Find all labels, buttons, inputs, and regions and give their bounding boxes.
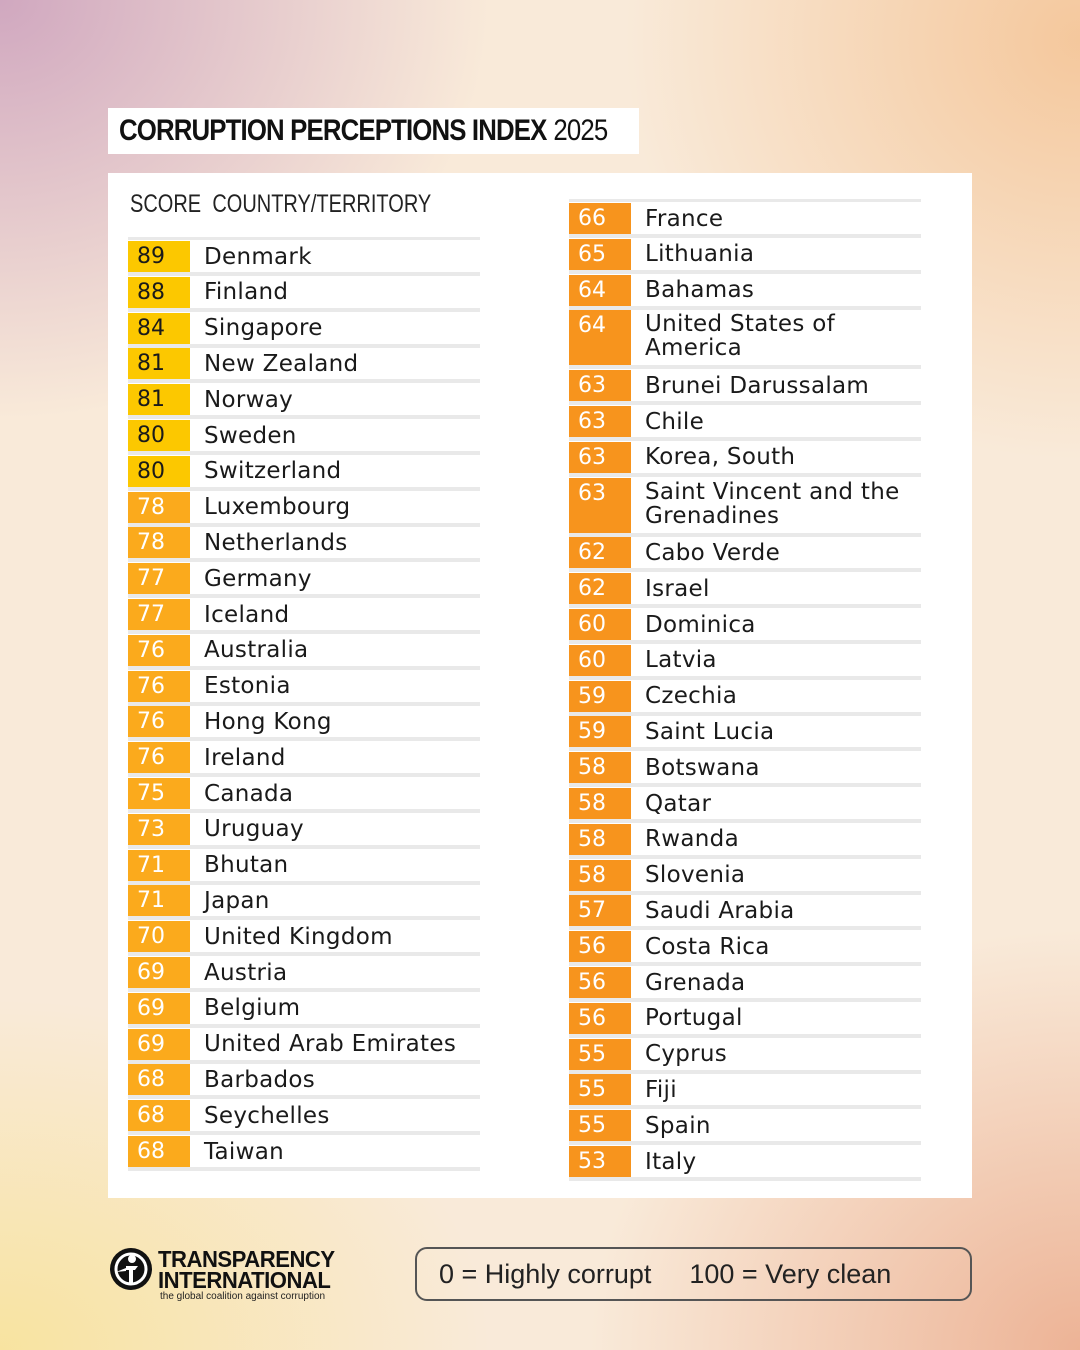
table-row bbox=[569, 895, 921, 926]
table-row bbox=[128, 277, 480, 308]
country-cell: United States of America bbox=[645, 311, 836, 362]
country-cell: Sweden bbox=[204, 422, 297, 449]
score-cell: 59 bbox=[569, 681, 631, 712]
score-cell: 81 bbox=[128, 384, 190, 415]
table-row bbox=[569, 478, 921, 533]
table-row bbox=[569, 442, 921, 473]
table-row bbox=[569, 1039, 921, 1070]
score-cell: 76 bbox=[128, 671, 190, 702]
country-cell: New Zealand bbox=[204, 350, 359, 377]
score-cell: 71 bbox=[128, 885, 190, 916]
country-cell: Australia bbox=[204, 637, 309, 664]
ti-logo bbox=[108, 1246, 358, 1306]
country-cell: Fiji bbox=[645, 1076, 677, 1103]
country-cell: Saudi Arabia bbox=[645, 897, 795, 924]
country-cell: Qatar bbox=[645, 790, 712, 817]
country-cell: Czechia bbox=[645, 683, 738, 710]
table-row bbox=[569, 239, 921, 270]
table-row bbox=[569, 203, 921, 234]
country-cell: Saint Lucia bbox=[645, 718, 775, 745]
country-cell: Taiwan bbox=[204, 1138, 285, 1165]
score-cell: 57 bbox=[569, 895, 631, 926]
country-cell: Chile bbox=[645, 408, 705, 435]
score-cell: 55 bbox=[569, 1039, 631, 1070]
table-row bbox=[569, 573, 921, 604]
score-cell: 60 bbox=[569, 609, 631, 640]
table-row bbox=[128, 599, 480, 630]
score-cell: 73 bbox=[128, 814, 190, 845]
country-cell: Cabo Verde bbox=[645, 539, 781, 566]
country-cell: Belgium bbox=[204, 995, 301, 1022]
table-row bbox=[128, 563, 480, 594]
score-cell: 68 bbox=[128, 1136, 190, 1167]
country-cell: Brunei Darussalam bbox=[645, 372, 870, 399]
table-row bbox=[128, 635, 480, 666]
table-row bbox=[128, 778, 480, 809]
page-title bbox=[119, 114, 607, 148]
score-cell: 66 bbox=[569, 203, 631, 234]
score-cell: 63 bbox=[569, 370, 631, 401]
table-row bbox=[569, 860, 921, 891]
score-cell: 58 bbox=[569, 752, 631, 783]
table-row bbox=[569, 824, 921, 855]
table-row bbox=[569, 752, 921, 783]
column-header bbox=[130, 190, 431, 219]
score-cell: 53 bbox=[569, 1146, 631, 1177]
table-row bbox=[128, 1136, 480, 1167]
legend-low: 0 = Highly corrupt bbox=[439, 1258, 652, 1289]
score-cell: 84 bbox=[128, 313, 190, 344]
country-cell: Hong Kong bbox=[204, 708, 332, 735]
country-cell: United Arab Emirates bbox=[204, 1031, 457, 1058]
country-cell: Norway bbox=[204, 386, 294, 413]
country-cell: Grenada bbox=[645, 969, 746, 996]
table-row bbox=[128, 671, 480, 702]
table-row bbox=[128, 527, 480, 558]
ti-logo-icon bbox=[108, 1246, 154, 1292]
country-cell: Korea, South bbox=[645, 444, 796, 471]
table-row bbox=[569, 931, 921, 962]
score-cell: 68 bbox=[128, 1064, 190, 1095]
country-cell: France bbox=[645, 205, 724, 232]
country-cell: Saint Vincent and the Grenadines bbox=[645, 478, 900, 529]
country-cell: Bhutan bbox=[204, 852, 289, 879]
table-row bbox=[569, 1110, 921, 1141]
table-row bbox=[128, 348, 480, 379]
table-row bbox=[569, 537, 921, 568]
country-cell: Rwanda bbox=[645, 826, 739, 853]
country-cell: Israel bbox=[645, 575, 710, 602]
score-cell: 80 bbox=[128, 456, 190, 487]
country-cell: Bahamas bbox=[645, 277, 755, 304]
score-cell: 69 bbox=[128, 993, 190, 1024]
table-row bbox=[569, 967, 921, 998]
table-row bbox=[128, 850, 480, 881]
table-row bbox=[569, 716, 921, 747]
table-row bbox=[128, 313, 480, 344]
table-row bbox=[128, 1064, 480, 1095]
table-row bbox=[128, 921, 480, 952]
table-row bbox=[569, 310, 921, 365]
table-row bbox=[128, 885, 480, 916]
country-cell: Costa Rica bbox=[645, 933, 770, 960]
score-cell: 58 bbox=[569, 788, 631, 819]
country-cell: Slovenia bbox=[645, 862, 746, 889]
score-cell: 63 bbox=[569, 406, 631, 437]
country-cell: Estonia bbox=[204, 673, 291, 700]
table-row bbox=[128, 1029, 480, 1060]
country-cell: Ireland bbox=[204, 744, 286, 771]
score-cell: 65 bbox=[569, 239, 631, 270]
score-cell: 62 bbox=[569, 573, 631, 604]
table-row bbox=[569, 275, 921, 306]
score-cell: 76 bbox=[128, 635, 190, 666]
table-row bbox=[128, 384, 480, 415]
country-cell: Portugal bbox=[645, 1005, 743, 1032]
score-cell: 55 bbox=[569, 1110, 631, 1141]
score-cell: 75 bbox=[128, 778, 190, 809]
country-cell: Italy bbox=[645, 1148, 697, 1175]
country-cell: Luxembourg bbox=[204, 494, 351, 521]
country-cell: Spain bbox=[645, 1112, 711, 1139]
table-row bbox=[569, 1146, 921, 1177]
score-cell: 89 bbox=[128, 241, 190, 272]
table-row bbox=[128, 456, 480, 487]
table-row bbox=[128, 420, 480, 451]
logo-text-line2: INTERNATIONAL bbox=[158, 1267, 331, 1293]
score-cell: 71 bbox=[128, 850, 190, 881]
logo-tagline: the global coalition against corruption bbox=[160, 1291, 326, 1302]
score-cell: 63 bbox=[569, 478, 631, 533]
score-cell: 58 bbox=[569, 824, 631, 855]
table-row bbox=[569, 645, 921, 676]
country-cell: Japan bbox=[204, 887, 270, 914]
score-cell: 76 bbox=[128, 742, 190, 773]
country-cell: Latvia bbox=[645, 647, 717, 674]
country-cell: Austria bbox=[204, 959, 288, 986]
table-row bbox=[569, 1074, 921, 1105]
country-cell: Finland bbox=[204, 279, 289, 306]
score-cell: 58 bbox=[569, 860, 631, 891]
table-row bbox=[569, 1003, 921, 1034]
score-cell: 88 bbox=[128, 277, 190, 308]
title-year: 2025 bbox=[553, 114, 608, 147]
country-cell: Seychelles bbox=[204, 1102, 330, 1129]
country-column-header: COUNTRY/TERRITORY bbox=[212, 190, 432, 218]
table-row bbox=[569, 609, 921, 640]
table-row bbox=[569, 406, 921, 437]
score-cell: 70 bbox=[128, 921, 190, 952]
table-row bbox=[128, 1100, 480, 1131]
score-cell: 56 bbox=[569, 967, 631, 998]
table-row bbox=[569, 681, 921, 712]
score-cell: 64 bbox=[569, 310, 631, 365]
country-cell: Uruguay bbox=[204, 816, 304, 843]
score-cell: 62 bbox=[569, 537, 631, 568]
score-cell: 78 bbox=[128, 492, 190, 523]
title-box bbox=[108, 108, 639, 154]
country-cell: Germany bbox=[204, 565, 312, 592]
score-cell: 60 bbox=[569, 645, 631, 676]
country-cell: Canada bbox=[204, 780, 294, 807]
country-cell: United Kingdom bbox=[204, 923, 393, 950]
score-cell: 56 bbox=[569, 931, 631, 962]
score-cell: 59 bbox=[569, 716, 631, 747]
score-cell: 69 bbox=[128, 957, 190, 988]
table-row bbox=[128, 706, 480, 737]
score-cell: 64 bbox=[569, 275, 631, 306]
score-cell: 77 bbox=[128, 563, 190, 594]
score-cell: 76 bbox=[128, 706, 190, 737]
country-cell: Singapore bbox=[204, 315, 323, 342]
table-row bbox=[569, 370, 921, 401]
score-cell: 56 bbox=[569, 1003, 631, 1034]
score-cell: 80 bbox=[128, 420, 190, 451]
title-text: CORRUPTION PERCEPTIONS INDEX bbox=[119, 114, 547, 147]
table-row bbox=[128, 993, 480, 1024]
country-cell: Dominica bbox=[645, 611, 756, 638]
table-row bbox=[128, 814, 480, 845]
score-cell: 78 bbox=[128, 527, 190, 558]
score-cell: 69 bbox=[128, 1029, 190, 1060]
score-table bbox=[108, 173, 972, 1198]
country-cell: Botswana bbox=[645, 754, 760, 781]
table-row bbox=[569, 788, 921, 819]
score-cell: 68 bbox=[128, 1100, 190, 1131]
score-cell: 55 bbox=[569, 1074, 631, 1105]
table-row bbox=[128, 957, 480, 988]
score-cell: 63 bbox=[569, 442, 631, 473]
table-panel bbox=[108, 173, 972, 1198]
country-cell: Barbados bbox=[204, 1066, 316, 1093]
table-row bbox=[128, 742, 480, 773]
country-cell: Denmark bbox=[204, 243, 312, 270]
country-cell: Switzerland bbox=[204, 458, 342, 485]
score-cell: 77 bbox=[128, 599, 190, 630]
logo-text-line1: TRANSPARENCY bbox=[158, 1246, 335, 1272]
country-cell: Netherlands bbox=[204, 529, 348, 556]
score-column-header: SCORE bbox=[130, 190, 202, 218]
score-legend bbox=[415, 1247, 972, 1301]
score-cell: 81 bbox=[128, 348, 190, 379]
table-row bbox=[128, 492, 480, 523]
table-row bbox=[128, 241, 480, 272]
legend-high: 100 = Very clean bbox=[689, 1258, 892, 1289]
country-cell: Lithuania bbox=[645, 241, 755, 268]
country-cell: Cyprus bbox=[645, 1041, 728, 1068]
country-cell: Iceland bbox=[204, 601, 290, 628]
